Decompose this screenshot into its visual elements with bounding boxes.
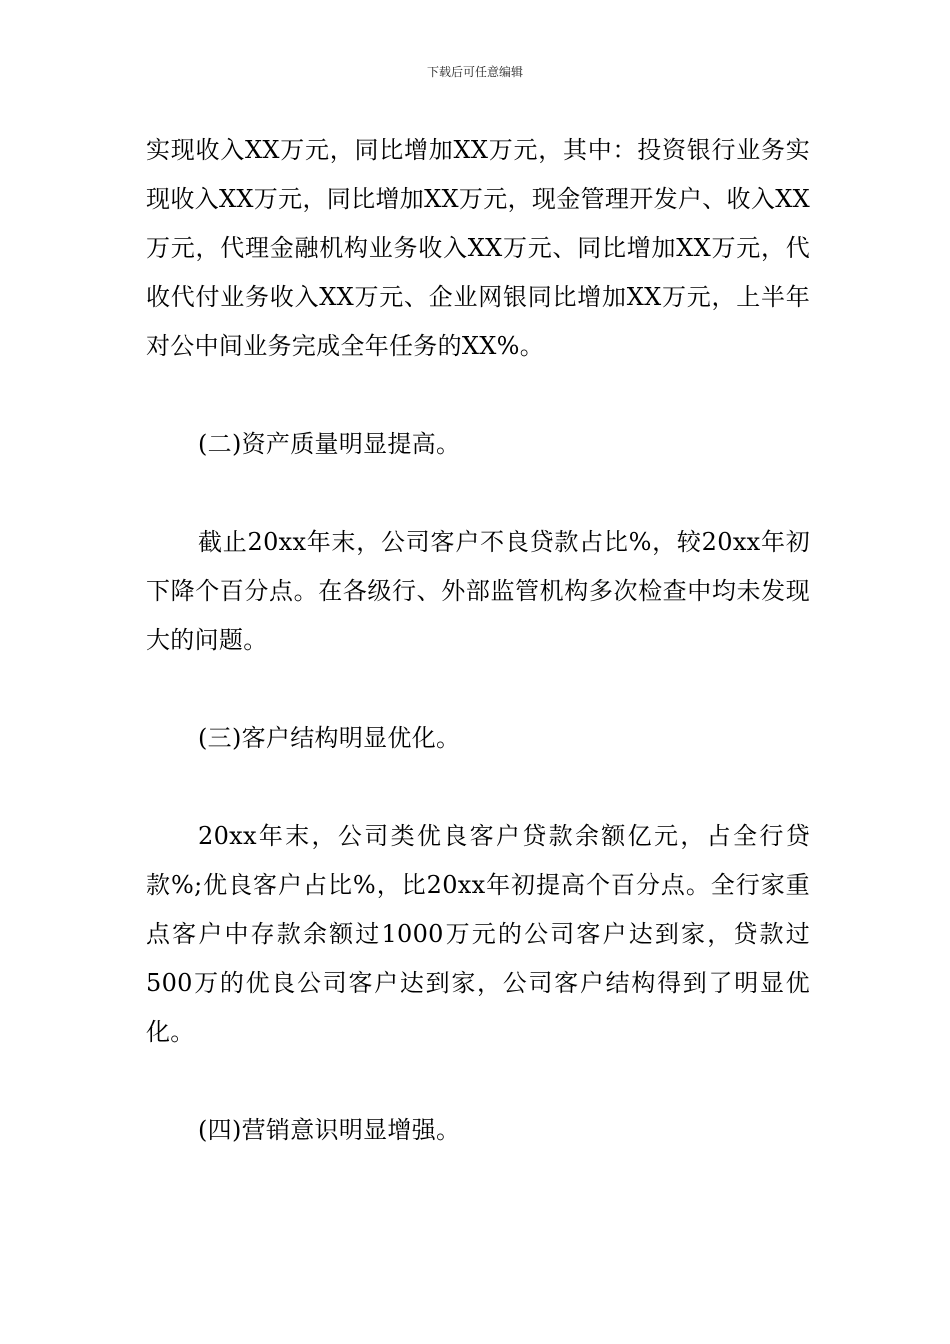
document-body (146, 126, 810, 1155)
section-heading-asset-quality: (二)资产质量明显提高。 (198, 430, 461, 458)
section-heading-marketing-awareness: (四)营销意识明显增强。 (198, 1116, 461, 1144)
paragraph-asset-quality: 截止20xx年末，公司客户不良贷款占比%，较20xx年初下降个百分点。在各级行、外部监管机构多次检查中均未发现大的问题。 (146, 528, 810, 654)
paragraph-customer-structure: 20xx年末，公司类优良客户贷款余额亿元，占全行贷款%;优良客户占比%，比20xx年初提高个百分点。全行家重点客户中存款余额过1000万元的公司客户达到家，贷款过500万的优良公司客户达到家，公司客户结构得到了明显优化。 (146, 822, 810, 1046)
page-header: 下载后可任意编辑 (426, 65, 523, 79)
paragraph-intermediate-business-income: 实现收入XX万元，同比增加XX万元，其中：投资银行业务实现收入XX万元，同比增加XX万元，现金管理开发户、收入XX万元，代理金融机构业务收入XX万元、同比增加XX万元，代收代付业务收入XX万元、企业网银同比增加XX万元，上半年对公中间业务完成全年任务的XX%。 (146, 136, 810, 360)
section-heading-customer-structure: (三)客户结构明显优化。 (198, 724, 461, 752)
